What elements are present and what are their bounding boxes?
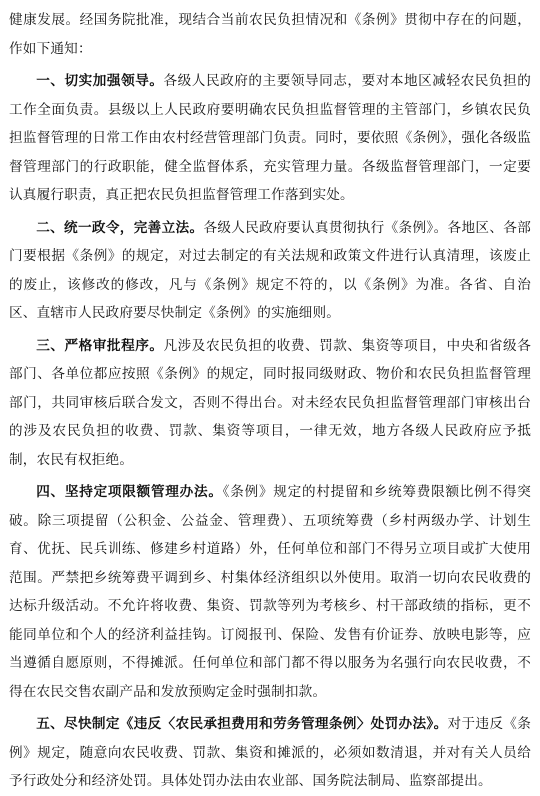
paragraph-body: 健康发展。经国务院批准，现结合当前农民负担情况和《条例》贯彻中存在的问题，作如下通知： [9, 12, 531, 57]
section-1-paragraph [9, 67, 531, 210]
section-4-paragraph [9, 478, 531, 706]
paragraph-body: 各级人民政府要认真贯彻执行《条例》。各地区、各部门要根据《条例》的规定，对过去制定的有关法规和政策文件进行认真清理，该废止的废止，该修改的修改，凡与《条例》规定不符的，以《条例》为准。各省、自治区、直辖市人民政府要尽快制定《条例》的实施细则。 [9, 219, 531, 321]
paragraph-body: 凡涉及农民负担的收费、罚款、集资等项目，中央和省级各部门、各单位都应按照《条例》的规定，同时报同级财政、物价和农民负担监督管理部门，共同审核后联合发文，否则不得出台。对未经农民负担监督管理部门审核出台的涉及农民负担的收费、罚款、集资等项目，一律无效，地方各级人民政府应予抵制，农民有权拒绝。 [9, 337, 531, 468]
section-3-paragraph [9, 332, 531, 475]
paragraph-body: 各级人民政府的主要领导同志，要对本地区减轻农民负担的工作全面负责。县级以上人民政府要明确农民负担监督管理的主管部门，乡镇农民负担监督管理的日常工作由农村经营管理部门负责。同时，要依照《条例》，强化各级监督管理部门的行政职能，健全监督体系，充实管理力量。各级监督管理部门，一定要认真履行职责，真正把农民负担监督管理工作落到实处。 [9, 73, 531, 203]
paragraph-body: 《条例》规定的村提留和乡统筹费限额比例不得突破。除三项提留（公积金、公益金、管理费）、五项统筹费（乡村两级办学、计划生育、优抚、民兵训练、修建乡村道路）外，任何单位和部门不得另立项目或扩大使用范围。严禁把乡统筹费平调到乡、村集体经济组织以外使用。取消一切向农民收费的达标升级活动。不允许将收费、集资、罚款等列为考核乡、村干部政绩的指标，更不能同单位和个人的经济利益挂钩。订阅报刊、保险、发售有价证券、放映电影等，应当遵循自愿原则，不得摊派。任何单位和部门都不得以服务为名强行向农民收费，不得在农民交售农副产品和发放预购定金时强制扣款。 [9, 484, 531, 700]
section-heading: 三、严格审批程序。 [36, 337, 164, 354]
section-heading: 五、尽快制定《违反〈农民承担费用和劳务管理条例〉处罚办法》。 [36, 716, 448, 732]
section-2-paragraph [9, 214, 531, 328]
section-5-paragraph [9, 710, 531, 796]
section-heading: 一、切实加强领导。 [36, 73, 164, 89]
section-heading: 二、统一政令，完善立法。 [36, 219, 204, 236]
paragraph-body: 对于违反《条例》规定，随意向农民收费、罚款、集资和摊派的，必须如数清退，并对有关人员给予行政处分和经济处罚。具体处罚办法由农业部、国务院法制局、监察部提出。 [9, 716, 531, 789]
section-heading: 四、坚持定项限额管理办法。 [36, 484, 223, 500]
intro-paragraph [9, 6, 531, 63]
